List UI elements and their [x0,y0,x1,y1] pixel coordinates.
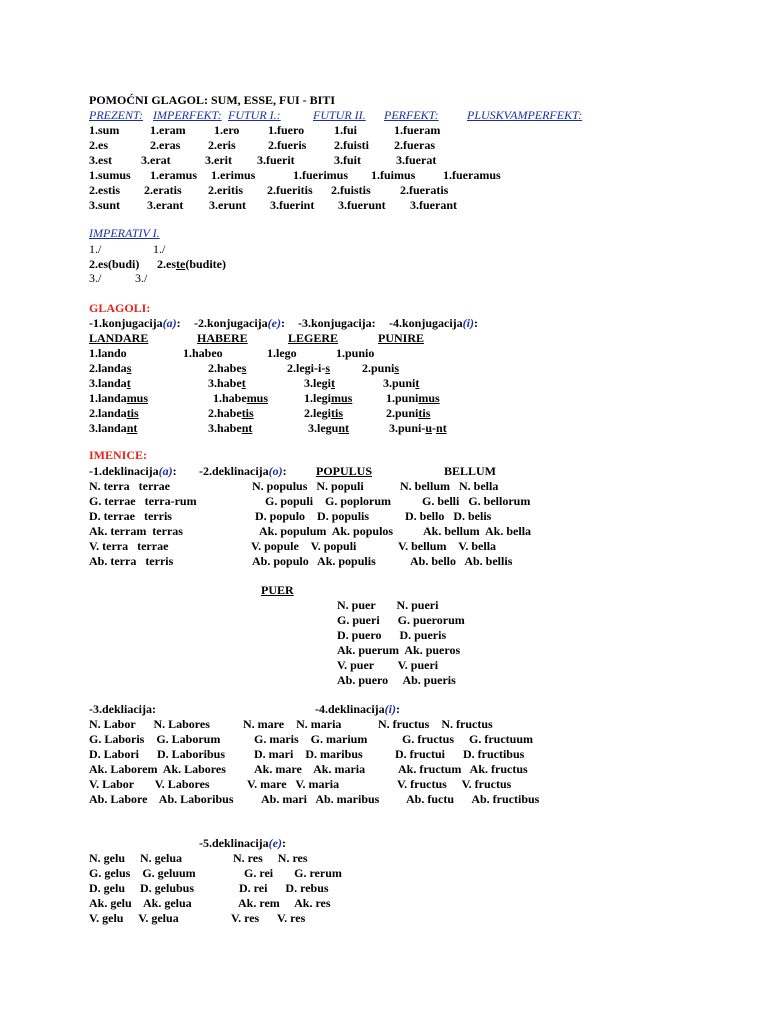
declension-label [89,464,177,478]
noun-case-form: Ab. bello Ab. bellis [410,554,513,568]
noun-case-form: D. populo D. populis [255,509,370,523]
noun-case-form: Ab. puero Ab. pueris [337,673,456,687]
noun-case-form: G. maris G. marium [254,732,368,746]
sum-form: 2.eris [208,138,236,152]
noun-case-form: Ab. mari Ab. maribus [261,792,380,806]
sum-form: 3.fuerant [410,198,457,212]
noun-case-form: Ab. Labore Ab. Laboribus [89,792,234,806]
conjugation-vowel: (i) [462,316,474,330]
verb-ending: nt [436,421,447,435]
imperativ-form: 3./ [135,271,148,285]
noun-case-form: G. populi G. poplorum [265,494,392,508]
verb-form [213,391,268,405]
infinitive-stem: HAB [197,331,224,345]
verb-ending: mus [126,391,149,405]
declension-label: -3.dekliacija: [89,702,156,716]
verb-stem: 1.lego [267,346,297,360]
verb-stem: 1.habe [213,391,247,405]
verb-stem: 1.landa [89,391,127,405]
noun-case-form: Ak. Laborem Ak. Labores [89,762,226,776]
verb-stem: 3.puni- [389,421,426,435]
verb-form [362,361,399,375]
conjugation-name: -1.konjugacija [89,316,163,330]
noun-case-form: N. res N. res [233,851,308,865]
conjugation-name: -4.konjugacija [389,316,463,330]
verb-ending: t [241,376,246,390]
verb-ending: mus [418,391,440,405]
noun-case-form: Ab. terra terris [89,554,174,568]
verb-form [287,361,330,375]
declension-name: -5.deklinacija [199,836,269,850]
noun-case-form: D. fructui D. fructibus [395,747,525,761]
verb-stem: 3.habe [208,376,242,390]
verb-infinitive [378,331,424,345]
verb-ending: s [394,361,400,375]
verb-form [183,346,223,360]
verb-stem: 2.puni [362,361,395,375]
sum-form: 1.fuimus [371,168,416,182]
declension-label [199,836,286,850]
verb-ending: u [425,421,433,435]
verb-form [383,376,419,390]
sum-form: 1.fuerimus [293,168,348,182]
declension-label [315,702,400,716]
sum-form: 3.erat [141,153,171,167]
sum-form: 2.fueras [394,138,435,152]
noun-case-form: D. rei D. rebus [239,881,329,895]
noun-case-form: Ak. bellum Ak. bella [423,524,532,538]
declension-vowel: (a) [158,464,173,478]
declension-colon: : [172,464,177,478]
sum-form: 2.eras [150,138,181,152]
conjugation-colon: : [176,316,181,330]
verb-ending: nt [338,421,350,435]
verb-stem: 2.legi-i- [287,361,326,375]
noun-case-form: G. gelus G. geluum [89,866,196,880]
sum-form: 3.est [89,153,112,167]
imperativ-ending: te [176,257,186,271]
verb-stem: 2.legi [304,406,331,420]
verb-form [89,421,137,435]
declension-name: -1.deklinacija [89,464,159,478]
declension-colon: : [282,464,287,478]
verb-ending: s [241,361,247,375]
tense-header: IMPERFEKT: [153,108,222,122]
verb-form [304,406,343,420]
verb-stem: 3.landa [89,376,127,390]
noun-case-form: V. terra terrae [89,539,169,553]
noun-case-form: N. populus N. populi [252,479,364,493]
infinitive-ending: IRE [402,331,425,345]
infinitive-ending: ERE [313,331,339,345]
imperativ-gloss: (budite) [185,257,226,271]
sum-form: 1.eram [150,123,186,137]
tense-header: FUTUR I.: [228,108,281,122]
noun-case-form: G. belli G. bellorum [422,494,531,508]
noun-case-form: N. fructus N. fructus [378,717,493,731]
verb-stem: 3.landa [89,421,127,435]
tense-header: PLUSKVAMPERFEKT: [467,108,583,122]
noun-case-form: Ab. populo Ak. populis [252,554,376,568]
declension-colon: : [396,702,400,716]
verb-stem: 1.lando [89,346,127,360]
imenice-header: IMENICE: [89,448,148,462]
declension-vowel: (o) [268,464,283,478]
verb-ending: tis [418,406,431,420]
sum-form: 1.sumus [89,168,131,182]
noun-case-form: D. gelu D. gelubus [89,881,195,895]
noun-case-form: D. mari D. maribus [254,747,363,761]
sum-form: 1.fuero [268,123,305,137]
sum-form: 2.fuisti [334,138,370,152]
verb-stem: 2.landa [89,406,127,420]
declension-vowel: (i) [384,702,396,716]
noun-heading: PUER [261,583,294,597]
sum-form: 2.es [89,138,108,152]
noun-case-form: G. rei G. rerum [244,866,342,880]
noun-case-form: V. puer V. pueri [337,658,439,672]
verb-form [308,421,349,435]
verb-stem: 1.punio [336,346,375,360]
sum-form: 1.sum [89,123,120,137]
noun-case-form: G. fructus G. fructuum [402,732,533,746]
noun-heading: POPULUS [316,464,373,478]
noun-case-form: V. Labor V. Labores [89,777,210,791]
noun-case-form: V. popule V. populi [251,539,357,553]
verb-stem: 2.landa [89,361,127,375]
sum-form: 3.sunt [89,198,121,212]
verb-form [386,406,430,420]
sum-form: 1.eramus [150,168,197,182]
sum-form: 1.erimus [211,168,256,182]
verb-form [304,391,352,405]
conjugation-label [389,316,478,330]
sum-form: 3.fuit [334,153,361,167]
noun-case-form: N. terra terrae [89,479,170,493]
sum-form: 3.fuerit [257,153,295,167]
verb-ending: mus [331,391,353,405]
conjugation-colon: : [281,316,285,330]
noun-case-form: G. pueri G. puerorum [337,613,465,627]
infinitive-stem: LAND [89,331,124,345]
noun-case-form: Ab. fuctu Ab. fructibus [406,792,540,806]
sum-form: 1.fueramus [443,168,501,182]
verb-ending: t [126,376,131,390]
noun-case-form: D. puero D. pueris [337,628,447,642]
verb-stem: 2.puni [386,406,419,420]
verb-form [89,346,127,360]
noun-heading: BELLUM [444,464,497,478]
conjugation-label [89,316,181,330]
imperativ-form: 2.es(budi) [89,257,140,271]
noun-case-form: Ak. populum Ak. populos [259,524,394,538]
verb-form [208,406,254,420]
glagoli-header: GLAGOLI: [89,301,151,315]
verb-infinitive [89,331,148,345]
verb-form [208,421,252,435]
verb-form [304,376,335,390]
infinitive-ending: ARE [123,331,149,345]
noun-case-form: G. terrae terra-rum [89,494,197,508]
sum-form: 2.fueris [268,138,307,152]
verb-stem: 3.puni [383,376,416,390]
verb-form [336,346,374,360]
verb-ending: nt [241,421,253,435]
verb-infinitive [288,331,338,345]
noun-case-form: D. terrae terris [89,509,172,523]
verb-form [389,421,447,435]
imperativ-header: IMPERATIV I. [89,226,160,240]
infinitive-ending: ERE [223,331,248,345]
verb-ending: t [331,376,335,390]
noun-case-form: N. bellum N. bella [400,479,499,493]
verb-stem: 1.habeo [183,346,223,360]
noun-case-form: V. gelu V. gelua [89,911,179,925]
noun-case-form: V. bellum V. bella [398,539,497,553]
imperativ-form: 1./ [153,242,166,256]
noun-case-form: V. res V. res [231,911,306,925]
declension-name: -4.deklinacija [315,702,385,716]
declension-name: -2.deklinacija [199,464,269,478]
verb-form [89,391,148,405]
declension-colon: : [282,836,286,850]
noun-case-form: V. fructus V. fructus [397,777,512,791]
verb-ending: t [415,376,420,390]
sum-form: 3.erunt [209,198,246,212]
verb-ending: tis [241,406,254,420]
verb-separator: - [432,421,437,435]
verb-ending: tis [126,406,139,420]
verb-ending: tis [331,406,343,420]
noun-case-form: Ak. puerum Ak. pueros [337,643,461,657]
tense-header: FUTUR II. [313,108,366,122]
infinitive-stem: PUN [378,331,403,345]
sum-form: 3.fuerat [396,153,437,167]
noun-case-form: Ak. rem Ak. res [238,896,331,910]
sum-form: 2.eratis [144,183,182,197]
noun-case-form: Ak. mare Ak. maria [254,762,366,776]
noun-case-form: N. puer N. pueri [337,598,439,612]
declension-vowel: (e) [268,836,282,850]
conjugation-name: -3.konjugacija: [298,316,376,330]
page-title: POMOĆNI GLAGOL: SUM, ESSE, FUI - BITI [89,93,336,107]
verb-stem: 2.habe [208,361,242,375]
conjugation-name: -2.konjugacija [194,316,268,330]
conjugation-vowel: (e) [267,316,281,330]
noun-case-form: D. Labori D. Laboribus [89,747,226,761]
verb-stem: 2.habe [208,406,242,420]
sum-form: 2.fueritis [267,183,313,197]
verb-ending: s [325,361,330,375]
imperativ-stem: 2.es [157,257,176,271]
verb-stem: 3.habe [208,421,242,435]
sum-form: 3.fuerunt [338,198,386,212]
noun-case-form: D. bello D. belis [405,509,492,523]
sum-form: 2.estis [89,183,120,197]
noun-case-form: N. Labor N. Labores [89,717,210,731]
sum-form: 1.fui [334,123,358,137]
sum-form: 3.erit [205,153,232,167]
sum-form: 3.erant [147,198,184,212]
verb-form [89,376,131,390]
verb-stem: 3.legu [308,421,339,435]
verb-form [208,376,246,390]
sum-form: 1.ero [214,123,240,137]
verb-infinitive [197,331,248,345]
verb-ending: nt [126,421,138,435]
verb-form [386,391,440,405]
verb-stem: 3.legi [304,376,331,390]
conjugation-vowel: (a) [162,316,177,330]
verb-form [89,361,131,375]
sum-form: 2.eritis [208,183,243,197]
sum-form: 2.fueratis [400,183,449,197]
noun-case-form: Ak. gelu Ak. gelua [89,896,192,910]
tense-header: PREZENT: [89,108,144,122]
declension-label [199,464,287,478]
noun-case-form: N. gelu N. gelua [89,851,182,865]
verb-form [89,406,139,420]
imperativ-form: 3./ [89,271,102,285]
verb-ending: mus [246,391,269,405]
noun-case-form: V. mare V. maria [247,777,340,791]
verb-form [208,361,246,375]
verb-ending: s [126,361,132,375]
sum-form: 1.fueram [394,123,441,137]
noun-case-form: N. mare N. maria [243,717,342,731]
noun-case-form: G. Laboris G. Laborum [89,732,221,746]
imperativ-form: 1./ [89,242,102,256]
verb-stem: 1.puni [386,391,419,405]
conjugation-label [194,316,285,330]
sum-form: 2.fuistis [331,183,371,197]
conjugation-label [298,316,376,330]
conjugation-colon: : [474,316,478,330]
verb-form [267,346,297,360]
sum-form: 3.fuerint [270,198,315,212]
noun-case-form: Ak. fructum Ak. fructus [398,762,528,776]
infinitive-stem: LEG [288,331,314,345]
verb-stem: 1.legi [304,391,331,405]
noun-case-form: Ak. terram terras [89,524,183,538]
imperativ-form-plural [157,257,226,271]
tense-header: PERFEKT: [384,108,439,122]
